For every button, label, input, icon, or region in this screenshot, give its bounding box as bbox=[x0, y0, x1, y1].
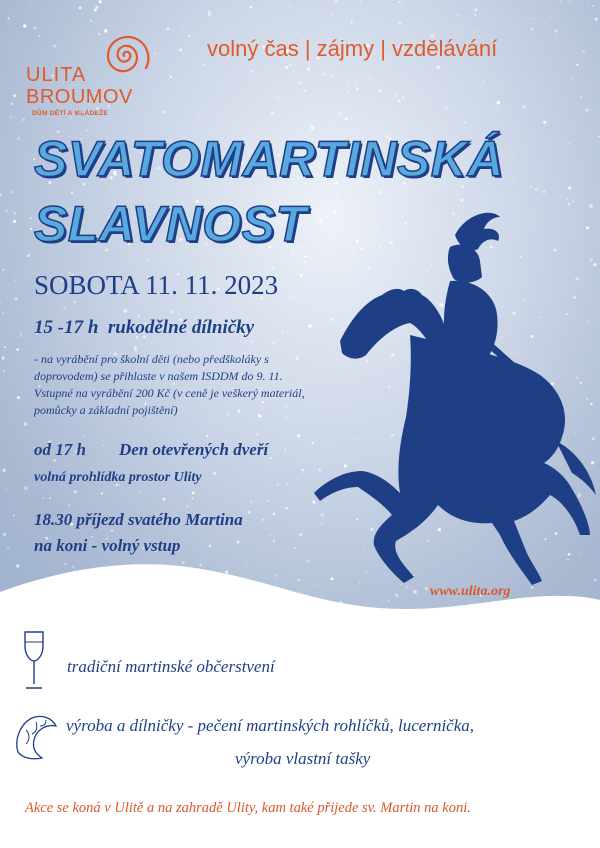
arrival-line1: 18.30 příjezd svatého Martina bbox=[34, 510, 243, 529]
open-day-time: od 17 h bbox=[34, 440, 86, 459]
title-line1: SVATOMARTINSKÁ bbox=[34, 131, 504, 187]
logo-name-line2: BROUMOV bbox=[26, 86, 133, 108]
footer-note: Akce se koná v Ulitě a na zahradě Ulity, kam také přijede sv. Martin na koni. bbox=[25, 800, 471, 816]
croissant-icon bbox=[12, 708, 60, 762]
spiral-logo-icon bbox=[92, 22, 156, 86]
logo-name-line1: ULITA bbox=[26, 64, 87, 86]
logo-subtitle: DŮM DĚTÍ A MLÁDEŽE bbox=[32, 110, 109, 117]
arrival-line2: na koni - volný vstup bbox=[34, 536, 181, 555]
tagline: volný čas | zájmy | vzdělávání bbox=[207, 36, 498, 61]
workshop-heading: 15 -17 h rukodělné dílničky bbox=[34, 317, 255, 338]
crafts-text-line2: výroba vlastní tašky bbox=[235, 749, 371, 768]
workshop-note-line1: - na vyrábění pro školní děti (nebo předškoláky s bbox=[34, 352, 269, 366]
crafts-text-line1: výroba a dílničky - pečení martinských rohlíčků, lucernička, bbox=[66, 716, 475, 735]
knight-on-horse-icon bbox=[300, 205, 600, 625]
workshop-note-line3: Vstupné na vyrábění 200 Kč (v ceně je veškerý materiál, bbox=[34, 386, 305, 400]
wine-glass-icon bbox=[22, 630, 46, 692]
open-day-title: Den otevřených dveří bbox=[119, 440, 269, 459]
event-date: SOBOTA 11. 11. 2023 bbox=[34, 270, 279, 300]
workshop-note-line4: pomůcky a základní pojištění) bbox=[34, 403, 178, 417]
workshop-note-line2: doprovodem) se přihlaste v našem ISDDM do 9. 11. bbox=[34, 369, 283, 383]
open-day-description: volná prohlídka prostor Ulity bbox=[34, 470, 202, 485]
refreshments-text: tradiční martinské občerstvení bbox=[67, 657, 275, 676]
title-line2: SLAVNOST bbox=[34, 196, 307, 252]
website-link[interactable]: www.ulita.org bbox=[430, 584, 511, 599]
